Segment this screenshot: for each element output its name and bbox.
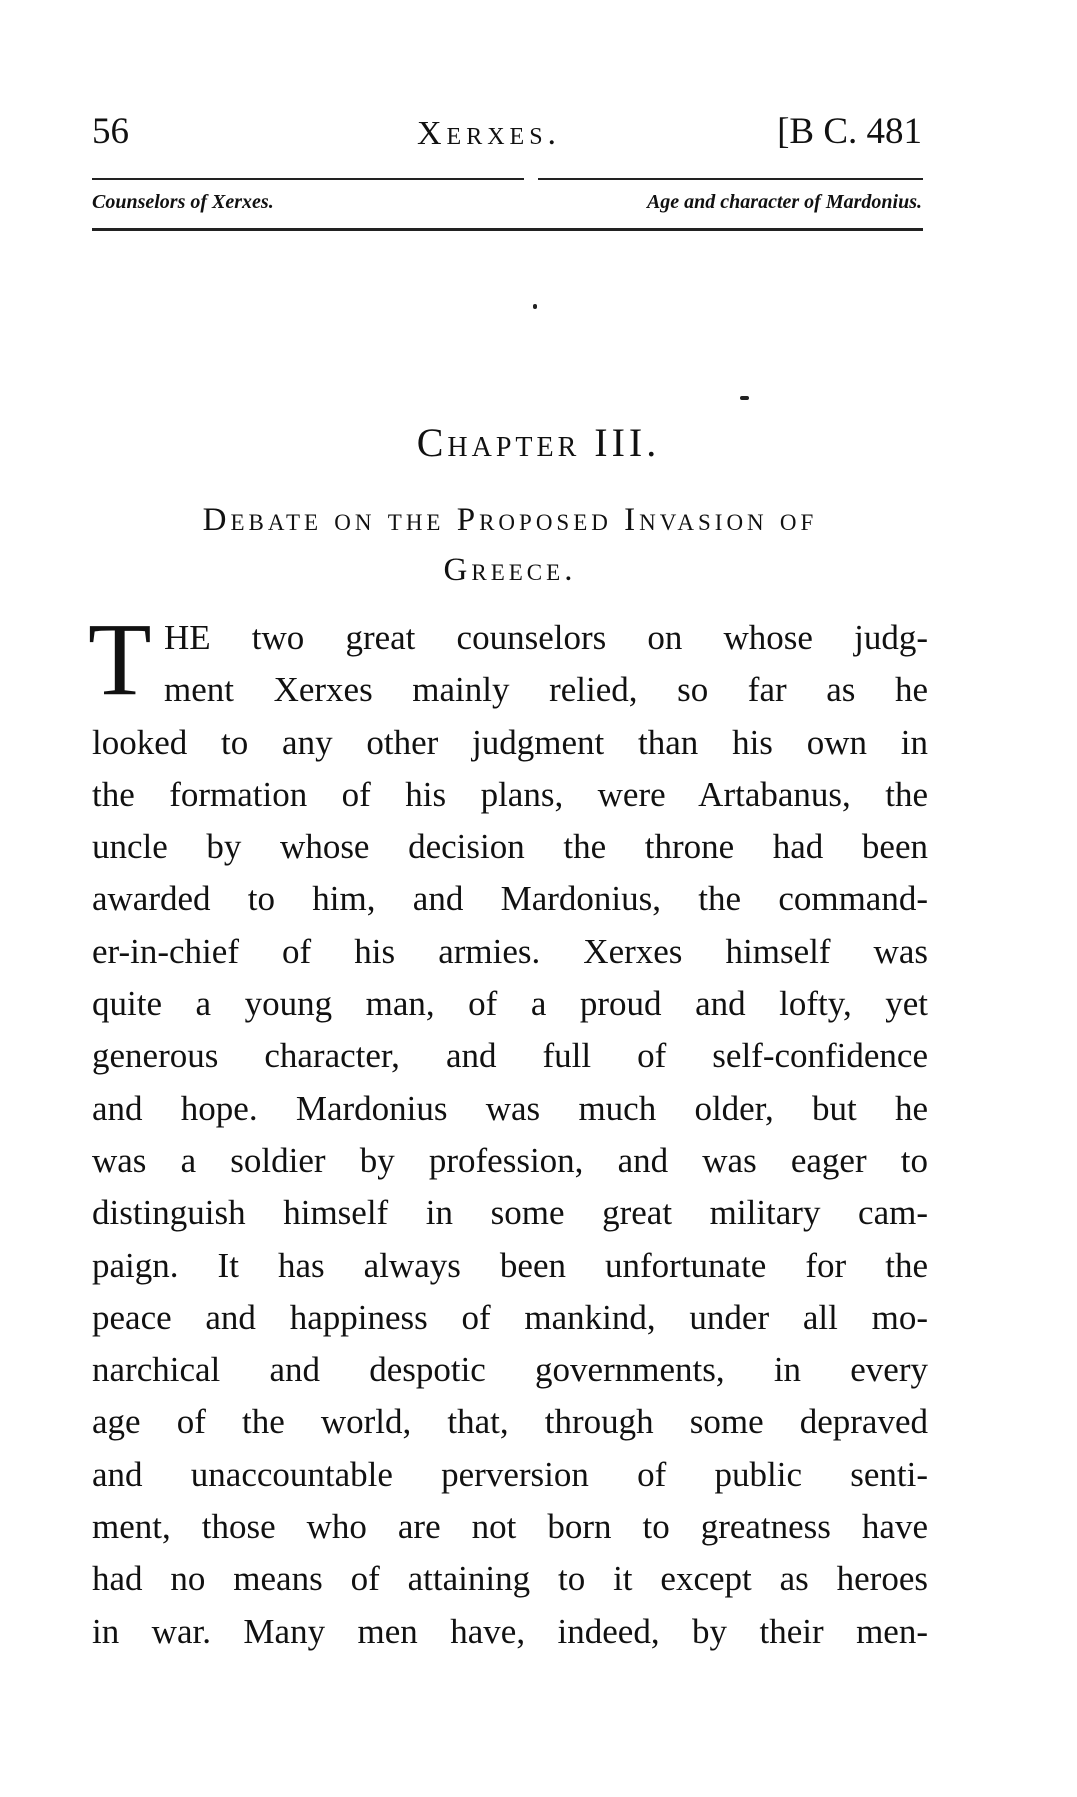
text-line: ment, those who are not born to greatness have — [92, 1507, 928, 1547]
chapter-title-line-1: Debate on the Proposed Invasion of — [202, 502, 818, 538]
chapter-title — [92, 495, 928, 595]
drop-cap: T — [88, 602, 152, 717]
text-line: looked to any other judgment than his own in — [92, 722, 928, 762]
page-number: 56 — [92, 111, 129, 152]
ink-speck — [533, 304, 537, 309]
text-line: age of the world, that, through some depraved — [92, 1402, 928, 1442]
running-date: [B C. 481 — [777, 111, 922, 152]
text-line: had no means of attaining to it except as heroes — [92, 1559, 928, 1599]
running-head — [92, 112, 922, 162]
text-line: quite a young man, of a proud and lofty, yet — [92, 984, 928, 1024]
text-line: er-in-chief of his armies. Xerxes himself was — [92, 931, 928, 971]
text-line: narchical and despotic governments, in every — [92, 1350, 928, 1390]
text-line: awarded to him, and Mardonius, the command- — [92, 879, 928, 919]
text-line: and hope. Mardonius was much older, but he — [92, 1088, 928, 1128]
body-text — [88, 602, 928, 1658]
chapter-title-line-2: Greece. — [443, 552, 577, 588]
header-rule-bottom — [92, 228, 923, 231]
header-rule-right — [538, 178, 923, 180]
text-line: distinguish himself in some great military cam- — [92, 1193, 928, 1233]
ink-speck — [740, 396, 749, 400]
running-title: Xerxes. — [417, 115, 562, 152]
text-line: was a soldier by profession, and was eager to — [92, 1140, 928, 1180]
sidenote-left: Counselors of Xerxes. — [92, 191, 274, 213]
text-line: generous character, and full of self-confidence — [92, 1036, 928, 1076]
text-line: the formation of his plans, were Artabanus, the — [92, 774, 928, 814]
text-line: HE two great counselors on whose judg- — [164, 618, 928, 657]
text-line: in war. Many men have, indeed, by their men- — [92, 1611, 928, 1651]
text-line: peace and happiness of mankind, under all mo- — [92, 1297, 928, 1337]
header-rule-left — [92, 178, 524, 180]
text-line: paign. It has always been unfortunate for the — [92, 1245, 928, 1285]
text-line: ment Xerxes mainly relied, so far as he — [164, 670, 928, 710]
text-line: uncle by whose decision the throne had been — [92, 827, 928, 867]
chapter-number: Chapter III. — [416, 420, 661, 465]
sidenote-right: Age and character of Mardonius. — [646, 191, 922, 213]
text-line: and unaccountable perversion of public senti- — [92, 1454, 928, 1494]
